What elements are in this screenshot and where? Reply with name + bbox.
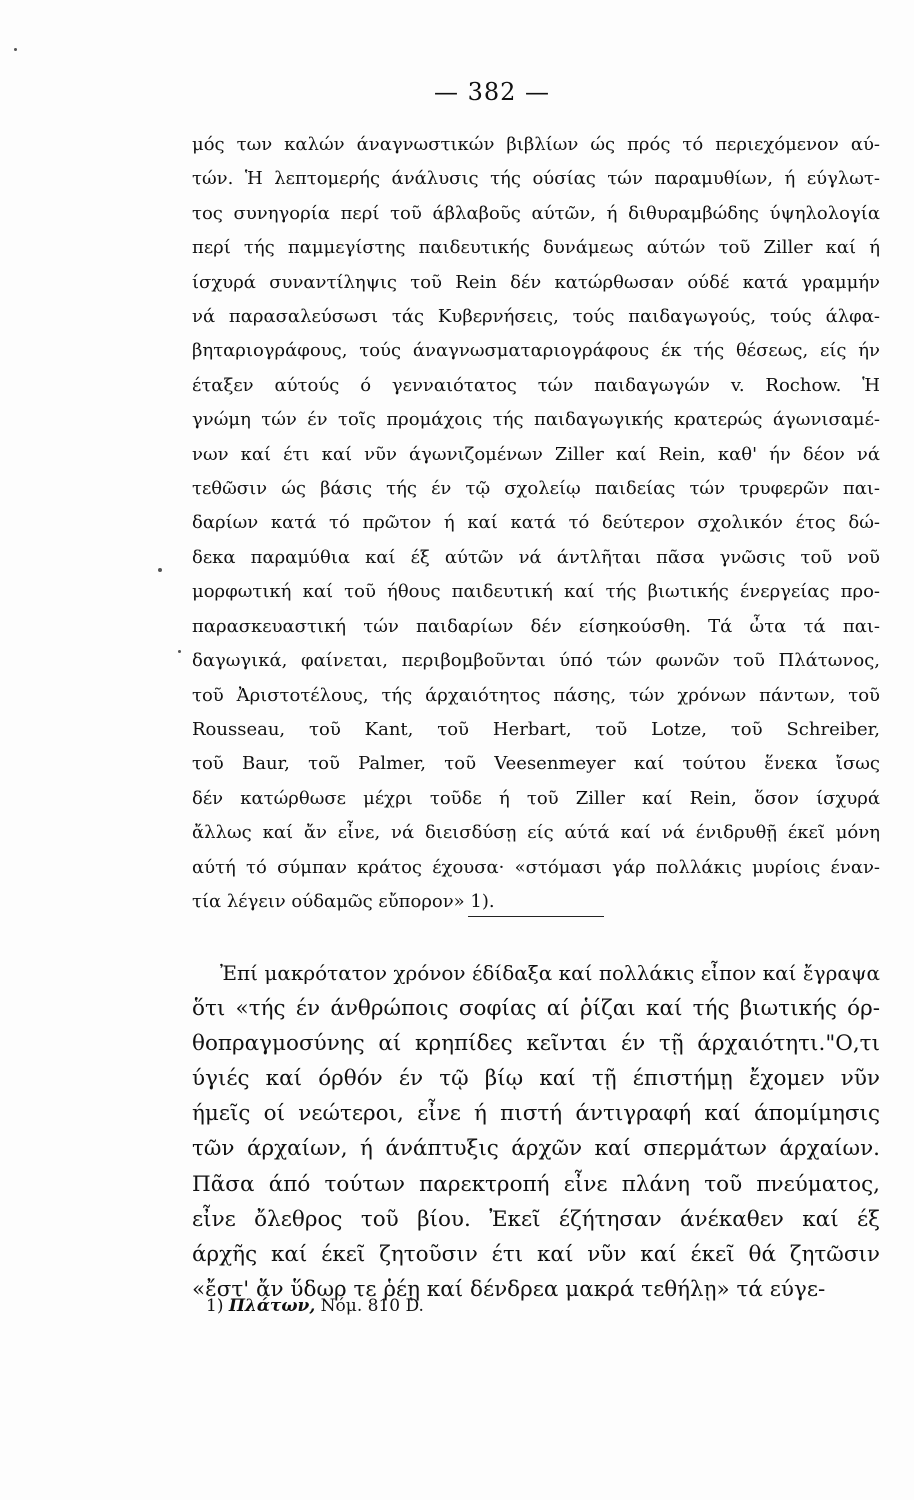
paragraph-main [192, 128, 880, 919]
section-separator-rule [468, 916, 604, 917]
text-line: ἄλλως καί ἄν εἶνε, νά διεισδύσῃ είς αύτά καί νά ένιδρυθῇ έκεῖ μόνη [192, 822, 880, 844]
text-line: ίσχυρά συναντίληψις τοῦ Rein δέν κατώρθωσαν ούδέ κατά γραμμήν [192, 271, 880, 293]
text-line: τοῦ Baur, τοῦ Palmer, τοῦ Veesenmeyer καί τούτου ἕνεκα ἴσως [192, 753, 880, 775]
text-line: περί τής παμμεγίστης παιδευτικής δυνάμεως αύτών τοῦ Ziller καί ή [192, 237, 880, 259]
footnote [206, 1296, 424, 1316]
text-line: ύγιές καί όρθόν έν τῷ βίῳ καί τῇ έπιστήμῃ ἔχομεν νῦν [192, 1066, 880, 1092]
text-line: μός των καλών άναγνωστικών βιβλίων ώς πρός τό περιεχόμενον αύ- [192, 134, 880, 155]
text-line: τος συνηγορία περί τοῦ άβλαβοῦς αύτῶν, ή διθυραμβώδης ύψηλολογία [192, 202, 880, 224]
text-line: δεκα παραμύθια καί έξ αύτῶν νά άντλῆται πᾶσα γνῶσις τοῦ νοῦ [192, 546, 880, 568]
scan-speck [158, 568, 162, 572]
text-line: Πᾶσα άπό τούτων παρεκτροπή εἶνε πλάνη τοῦ πνεύματος, [192, 1171, 880, 1197]
text-line: δέν κατώρθωσε μέχρι τοῦδε ή τοῦ Ziller καί Rein, ὅσον ίσχυρά [192, 787, 880, 809]
text-line: ὅτι «τής έν άνθρώποις σοφίας αί ῥίζαι καί τής βιωτικής όρ- [192, 996, 880, 1022]
text-line: νά παρασαλεύσωσι τάς Κυβερνήσεις, τούς παιδαγωγούς, τούς άλφα- [192, 306, 880, 328]
text-line: νων καί έτι καί νῦν άγωνιζομένων Ziller καί Rein, καθ' ήν δέον νά [192, 443, 880, 465]
text-line: παρασκευαστική τών παιδαρίων δέν είσηκούσθη. Τά ὦτα τά παι- [192, 615, 880, 637]
text-line: «ἔστ' ἄν ὕδωρ τε ῥέῃ καί δένδρεα μακρά τεθήλῃ» τά εύγε- [192, 1276, 826, 1302]
scan-speck [178, 650, 181, 653]
text-line: εἶνε ὄλεθρος τοῦ βίου. Ἐκεῖ έζήτησαν άνέκαθεν καί έξ [192, 1206, 880, 1232]
text-line: θοπραγμοσύνης αί κρηπίδες κεῖνται έν τῇ άρχαιότητι."Ο,τι [192, 1031, 880, 1057]
text-line: τῶν άρχαίων, ή άνάπτυξις άρχῶν καί σπερμάτων άρχαίων. [192, 1136, 880, 1162]
text-line: τία λέγειν ούδαμῶς εὔπορον» 1). [192, 890, 495, 912]
text-line: δαρίων κατά τό πρῶτον ή καί κατά τό δεύτερον σχολικόν έτος δώ- [192, 512, 880, 534]
text-line: Rousseau, τοῦ Kant, τοῦ Herbart, τοῦ Lotze, τοῦ Schreiber, [192, 718, 880, 740]
text-line: αύτή τό σύμπαν κράτος έχουσα· «στόμασι γάρ πολλάκις μυρίοις έναν- [192, 856, 880, 878]
footnote-marker: 1) [206, 1296, 224, 1316]
scan-speck [14, 48, 17, 51]
text-line: δαγωγικά, φαίνεται, περιβομβοῦνται ύπό τών φωνῶν τοῦ Πλάτωνος, [192, 650, 880, 672]
footnote-reference: Νόμ. 810 D. [320, 1296, 424, 1316]
text-line: άρχῆς καί έκεῖ ζητοῦσιν έτι καί νῦν καί έκεῖ θά ζητῶσιν [192, 1241, 880, 1267]
text-line: τών. Ἡ λεπτομερής άνάλυσις τής ούσίας τών παραμυθίων, ή εύγλωτ- [192, 168, 880, 190]
text-line: ήμεῖς οί νεώτεροι, εἶνε ή πιστή άντιγραφή καί άπομίμησις [192, 1101, 880, 1127]
text-line: τοῦ Ἀριστοτέλους, τής άρχαιότητος πάσης, τών χρόνων πάντων, τοῦ [192, 684, 880, 706]
text-line: γνώμη τών έν τοῖς προμάχοις τής παιδαγωγικής κρατερώς άγωνισαμέ- [192, 409, 880, 431]
text-line: βηταριογράφους, τούς άναγνωσματαριογράφους έκ τής θέσεως, είς ήν [192, 340, 880, 362]
footnote-author: Πλάτων, [228, 1296, 316, 1316]
text-line: μορφωτική καί τοῦ ήθους παιδευτική καί τής βιωτικής ένεργείας προ- [192, 581, 880, 603]
text-line: Ἐπί μακρότατον χρόνον έδίδαξα καί πολλάκις εἶπον καί ἔγραψα [220, 961, 880, 985]
text-line: έταξεν αύτούς ό γενναιότατος τών παιδαγωγών v. Rochow. Ἡ [192, 374, 880, 396]
text-line: τεθῶσιν ώς βάσις τής έν τῷ σχολείῳ παιδείας τών τρυφερῶν παι- [192, 478, 880, 500]
page-number: — 382 — [433, 78, 551, 106]
paragraph-second [192, 956, 880, 1307]
